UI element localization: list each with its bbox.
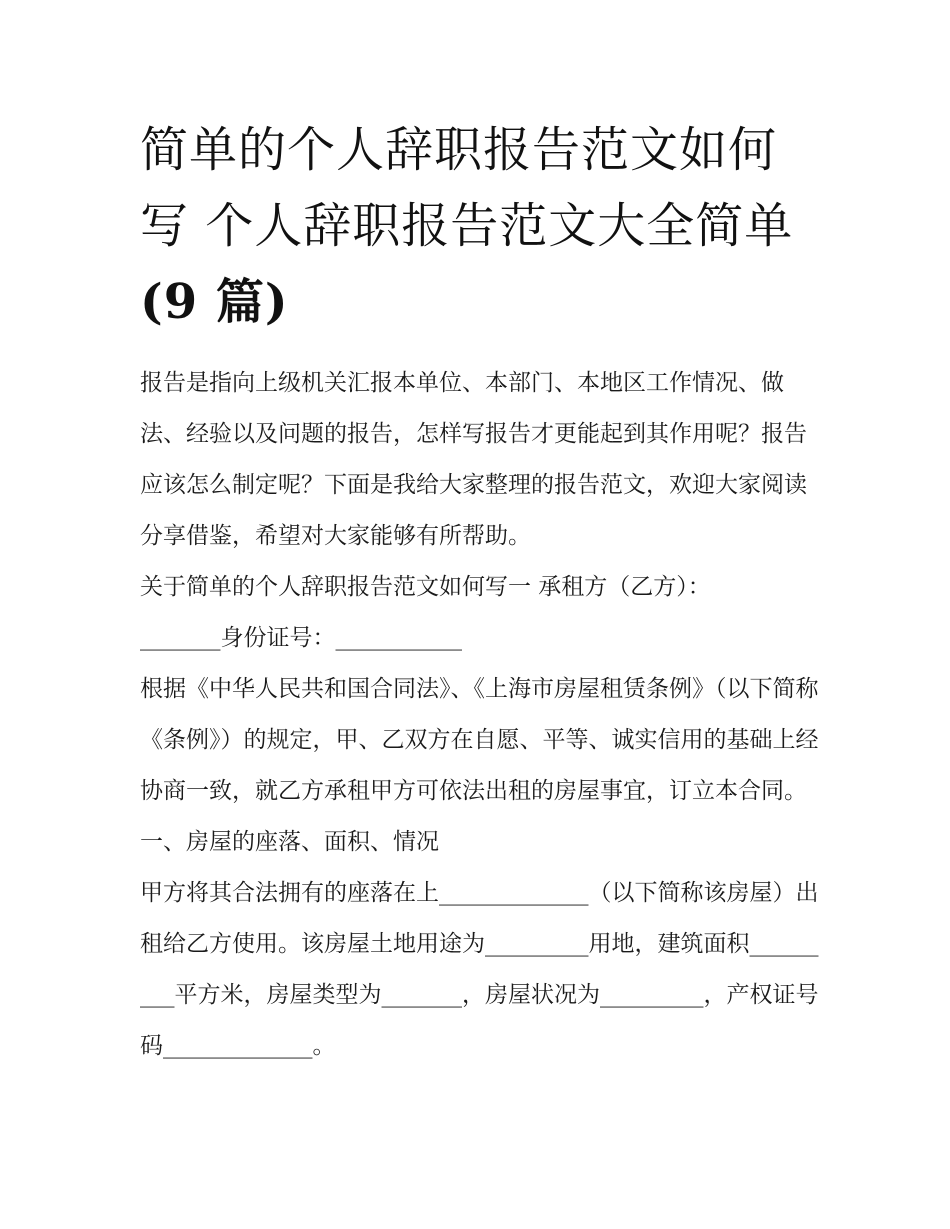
id-number-line: _______身份证号：___________ xyxy=(140,625,462,651)
document-body xyxy=(140,112,820,1072)
document-title xyxy=(140,112,820,340)
intro-paragraph: 报告是指向上级机关汇报本单位、本部门、本地区工作情况、做法、经验以及问题的报告，怎样写报告才更能起到其作用呢？报告应该怎么制定呢？下面是我给大家整理的报告范文，欢迎大家阅读分享借鉴，希望对大家能够有所帮助。 xyxy=(140,370,807,549)
title-line-1: 简单的个人辞职报告范文如何 xyxy=(140,122,778,178)
title-line-2: 写 个人辞职报告范文大全简单 xyxy=(140,198,794,254)
title-line-3: (9 篇) xyxy=(140,274,289,330)
contract-basis-paragraph: 根据《中华人民共和国合同法》、《上海市房屋租赁条例》（以下简称《条例》）的规定，甲、乙双方在自愿、平等、诚实信用的基础上经协商一致，就乙方承租甲方可依法出租的房屋事宜，订立本合同。 xyxy=(140,676,819,804)
section-heading-tenant: 关于简单的个人辞职报告范文如何写一 承租方（乙方）： xyxy=(140,574,711,600)
clause-1-paragraph: 甲方将其合法拥有的座落在上_____________（以下简称该房屋）出租给乙方使用。该房屋土地用途为_________用地，建筑面积_________平方米，房屋类型为_______，房屋状况为_________，产权证号码_____________。 xyxy=(140,880,819,1059)
clause-1-heading: 一、房屋的座落、面积、情况 xyxy=(140,829,439,855)
